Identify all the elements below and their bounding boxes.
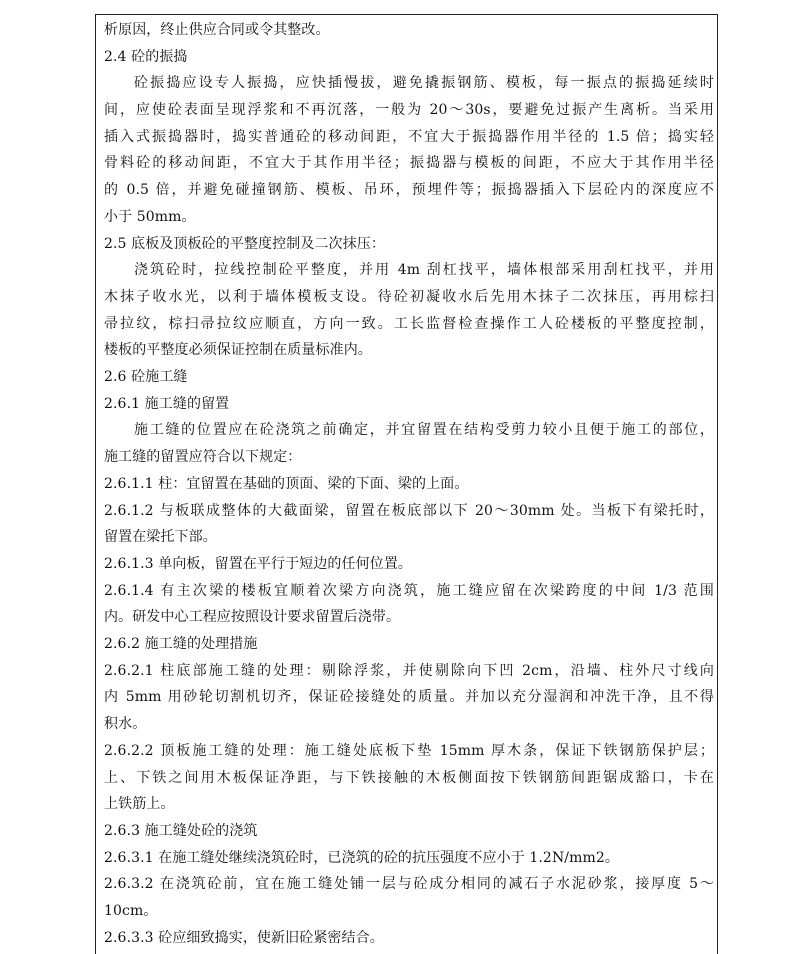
- text-line: 2.6.2 施工缝的处理措施: [104, 636, 258, 652]
- text-line: 2.6.2.1 柱底部施工缝的处理：剔除浮浆，并使剔除向下凹 2cm，沿墙、柱外尺寸线向: [104, 663, 714, 679]
- text-line: 留置在梁托下部。: [104, 529, 217, 545]
- text-line: 上铁筋上。: [104, 796, 175, 812]
- text-line: 小于 50mm。: [104, 209, 196, 225]
- text-line: 内 5mm 用砂轮切割机切齐，保证砼接缝处的质量。并加以充分湿润和冲洗干净，且不得: [104, 689, 714, 705]
- text-line: 2.6.1.3 单向板，留置在平行于短边的任何位置。: [104, 556, 413, 572]
- text-line: 浇筑砼时，拉线控制砼平整度，并用 4m 刮杠找平，墙体根部采用刮杠找平，并用: [134, 262, 714, 278]
- text-line: 2.6.1 施工缝的留置: [104, 396, 230, 412]
- text-line: 2.6.3.2 在浇筑砼前，宜在施工缝处铺一层与砼成分相同的减石子水泥砂浆，接厚度 5～: [104, 876, 714, 892]
- text-line: 骨料砼的移动间距，不宜大于其作用半径；振捣器与模板的间距，不应大于其作用半径: [104, 155, 714, 171]
- text-line: 插入式振捣器时，捣实普通砼的移动间距，不宜大于振捣器作用半径的 1.5 倍；捣实轻: [104, 129, 714, 145]
- text-line: 2.6.2.2 顶板施工缝的处理：施工缝处底板下垫 15mm 厚木条，保证下铁钢筋保护层；: [104, 743, 714, 759]
- text-line: 的 0.5 倍，并避免碰撞钢筋、模板、吊环，预埋件等；振捣器插入下层砼内的深度应不: [104, 182, 714, 198]
- text-line: 10cm。: [104, 903, 158, 919]
- text-line: 积水。: [104, 716, 147, 732]
- text-line: 上、下铁之间用木板保证净距，与下铁接触的木板侧面按下铁钢筋间距锯成豁口，卡在: [104, 770, 714, 786]
- text-line: 2.4 砼的振捣: [104, 49, 188, 65]
- text-line: 间，应使砼表面呈现浮浆和不再沉落，一般为 20～30s，要避免过振产生离析。当采用: [104, 102, 714, 118]
- text-line: 木抹子收水光，以利于墙体模板支设。待砼初凝收水后先用木抹子二次抹压，再用棕扫: [104, 289, 714, 305]
- text-line: 2.6 砼施工缝: [104, 369, 188, 385]
- text-line: 施工缝的留置应符合以下规定：: [104, 449, 302, 465]
- text-line: 内。研发中心工程应按照设计要求留置后浇带。: [104, 609, 401, 625]
- text-line: 2.6.3.3 砼应细致捣实，使新旧砼紧密结合。: [104, 930, 384, 946]
- text-line: 析原因，终止供应合同或令其整改。: [104, 22, 330, 38]
- text-line: 帚拉纹，棕扫帚拉纹应顺直，方向一致。工长监督检查操作工人砼楼板的平整度控制，: [104, 316, 714, 332]
- text-line: 砼振捣应设专人振捣，应快插慢拔，避免撬振钢筋、模板，每一振点的振捣延续时: [134, 75, 714, 91]
- text-line: 2.5 底板及顶板砼的平整度控制及二次抹压：: [104, 236, 385, 252]
- text-line: 2.6.3 施工缝处砼的浇筑: [104, 823, 258, 839]
- text-line: 2.6.1.1 柱：宜留置在基础的顶面、梁的下面、梁的上面。: [104, 476, 469, 492]
- text-line: 2.6.1.4 有主次梁的楼板宜顺着次梁方向浇筑，施工缝应留在次梁跨度的中间 1/3 范围: [104, 583, 714, 599]
- text-line: 施工缝的位置应在砼浇筑之前确定，并宜留置在结构受剪力较小且便于施工的部位，: [134, 422, 714, 438]
- text-line: 2.6.3.1 在施工缝处继续浇筑砼时，已浇筑的砼的抗压强度不应小于 1.2N/mm2。: [104, 850, 619, 866]
- text-line: 2.6.1.2 与板联成整体的大截面梁，留置在板底部以下 20～30mm 处。当板下有梁托时，: [104, 503, 714, 519]
- text-line: 楼板的平整度必须保证控制在质量标准内。: [104, 342, 372, 358]
